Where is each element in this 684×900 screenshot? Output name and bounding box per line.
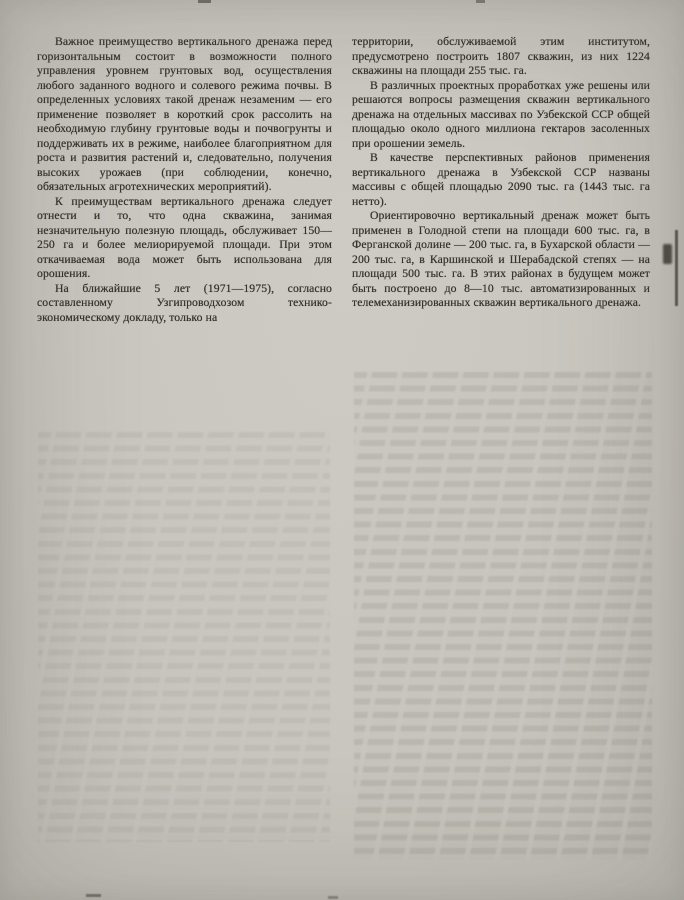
paragraph: На ближайшие 5 лет (1971—1975), согласно составленному Узгипроводхозом технико-экономическому докладу, только на xyxy=(37,281,332,324)
scan-artifact-right-edge-line xyxy=(675,230,678,306)
scan-artifact-right-edge-mark xyxy=(663,244,672,264)
paragraph: К преимуществам вертикального дренажа следует отнести и то, что одна скважина, занимая незначительную полезную площадь, обслуживает 150—250 га и более мелиорируемой площади. При этом откачиваемая вода может быть использована для орошения. xyxy=(37,194,332,280)
paragraph: Важное преимущество вертикального дренажа перед горизонтальным состоит в возможности полного управления уровнем грунтовых вод, осуществления любого заданного водного и солевого режима почвы. В определенных условиях такой дренаж незаменим — его применение позволяет в короткий срок рассолить на необходимую глубину грунтовые воды и почвогрунты и поддерживать их в режиме, наиболее благоприятном для роста и развития растений и, следовательно, получения высоких урожаев (при соблюдении, конечно, обязательных агротехнических мероприятий). xyxy=(37,35,332,193)
text-column-left xyxy=(37,35,332,325)
bleedthrough-ghost-text xyxy=(354,372,652,860)
scan-artifact-bottom-edge xyxy=(328,896,338,899)
paragraph: В различных проектных проработках уже решены или решаются вопросы размещения скважин вертикального дренажа на отдельных массивах по Узбекской ССР общей площадью около одного миллиона гектаров засоленных при орошении земель. xyxy=(352,78,650,150)
paragraph-continuation: территории, обслуживаемой этим институтом, предусмотрено построить 1807 скважин, из них 1224 скважины на площади 255 тыс. га. xyxy=(352,35,650,77)
paragraph: В качестве перспективных районов применения вертикального дренажа в Узбекской ССР названы массивы с общей площадью 2090 тыс. га (1443 тыс. га нетто). xyxy=(352,151,650,208)
paragraph: Ориентировочно вертикальный дренаж может быть применен в Голодной степи на площади 600 тыс. га, в Ферганской долине — 200 тыс. га, в Бухарской области — 200 тыс. га, в Каршинской и Шерабадской степях — на площади 500 тыс. га. В этих районах в будущем может быть построено до 8—10 тыс. автоматизированных и телемеханизированных скважин вертикального дренажа. xyxy=(352,209,650,309)
scan-artifact-bottom-edge xyxy=(86,894,101,897)
bleedthrough-ghost-text xyxy=(38,432,330,842)
text-column-right xyxy=(352,35,650,311)
scan-artifact-top-edge xyxy=(476,0,485,3)
scan-artifact-top-edge xyxy=(198,0,211,3)
